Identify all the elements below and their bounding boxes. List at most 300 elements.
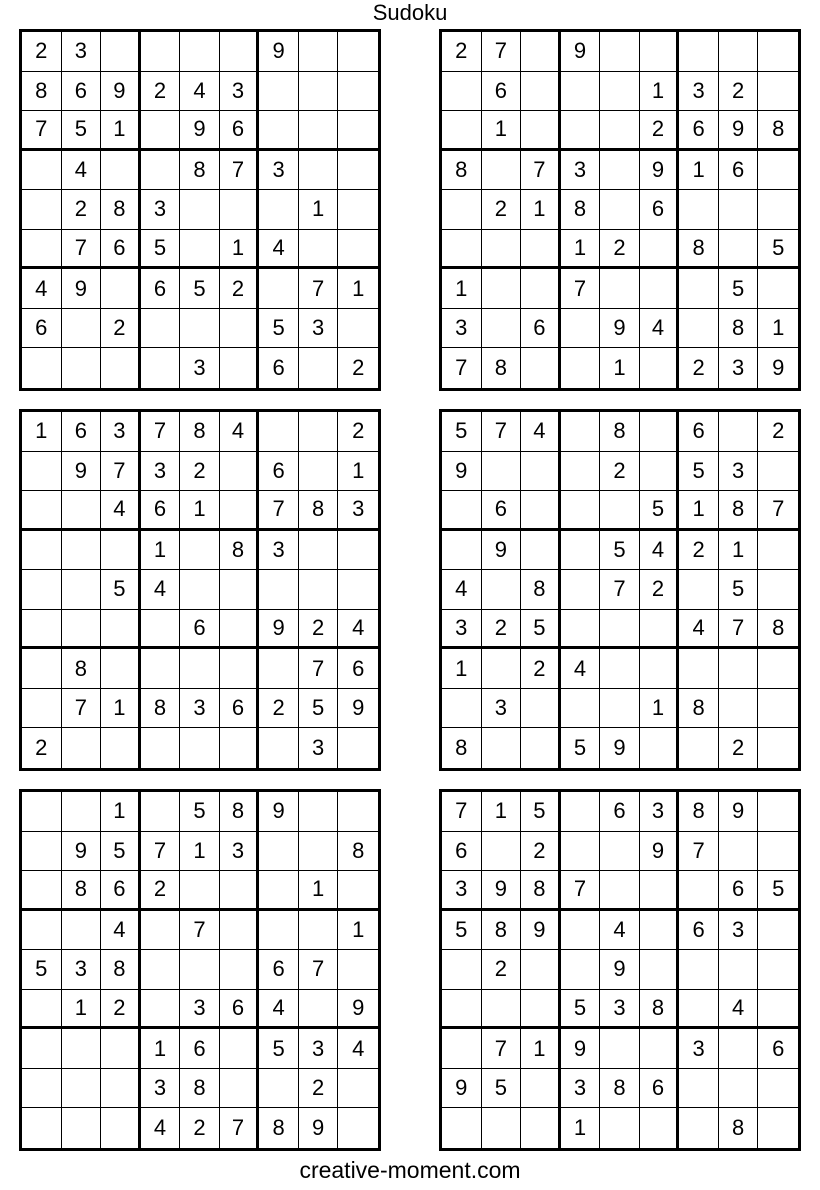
sudoku-cell[interactable]: 3 [62, 32, 102, 72]
sudoku-cell[interactable] [141, 728, 181, 768]
sudoku-cell[interactable] [758, 689, 798, 729]
sudoku-cell[interactable]: 9 [482, 871, 522, 911]
sudoku-cell[interactable] [561, 491, 601, 531]
sudoku-cell[interactable]: 6 [719, 871, 759, 911]
sudoku-cell[interactable]: 1 [561, 230, 601, 270]
sudoku-cell[interactable]: 3 [101, 412, 141, 452]
sudoku-cell[interactable]: 7 [62, 230, 102, 270]
sudoku-cell[interactable]: 1 [521, 190, 561, 230]
sudoku-cell[interactable] [640, 269, 680, 309]
sudoku-cell[interactable] [561, 452, 601, 492]
sudoku-cell[interactable]: 5 [561, 990, 601, 1030]
sudoku-cell[interactable]: 8 [521, 871, 561, 911]
sudoku-cell[interactable]: 3 [220, 832, 260, 872]
sudoku-cell[interactable]: 7 [482, 412, 522, 452]
sudoku-cell[interactable]: 5 [600, 531, 640, 571]
sudoku-cell[interactable]: 6 [101, 230, 141, 270]
sudoku-cell[interactable]: 1 [62, 990, 102, 1030]
sudoku-cell[interactable] [719, 649, 759, 689]
sudoku-cell[interactable] [561, 412, 601, 452]
sudoku-cell[interactable] [758, 1069, 798, 1109]
sudoku-cell[interactable]: 1 [141, 1029, 181, 1069]
sudoku-cell[interactable]: 1 [101, 792, 141, 832]
sudoku-cell[interactable] [220, 1069, 260, 1109]
sudoku-cell[interactable] [22, 348, 62, 388]
sudoku-cell[interactable] [600, 269, 640, 309]
sudoku-cell[interactable]: 9 [259, 792, 299, 832]
sudoku-cell[interactable]: 5 [259, 1029, 299, 1069]
sudoku-cell[interactable] [442, 531, 482, 571]
sudoku-cell[interactable]: 6 [259, 452, 299, 492]
sudoku-cell[interactable]: 9 [442, 452, 482, 492]
sudoku-cell[interactable] [338, 230, 378, 270]
sudoku-cell[interactable]: 7 [561, 269, 601, 309]
sudoku-cell[interactable] [600, 32, 640, 72]
sudoku-cell[interactable]: 3 [719, 348, 759, 388]
sudoku-cell[interactable] [220, 1029, 260, 1069]
sudoku-cell[interactable]: 2 [141, 72, 181, 112]
sudoku-cell[interactable]: 5 [101, 570, 141, 610]
sudoku-cell[interactable] [600, 1108, 640, 1148]
sudoku-cell[interactable]: 2 [640, 570, 680, 610]
sudoku-cell[interactable] [679, 1069, 719, 1109]
sudoku-cell[interactable] [482, 309, 522, 349]
sudoku-cell[interactable]: 6 [679, 911, 719, 951]
sudoku-cell[interactable] [141, 32, 181, 72]
sudoku-cell[interactable]: 3 [679, 1029, 719, 1069]
sudoku-cell[interactable]: 2 [482, 610, 522, 650]
sudoku-cell[interactable] [679, 570, 719, 610]
sudoku-cell[interactable] [640, 230, 680, 270]
sudoku-cell[interactable]: 4 [640, 531, 680, 571]
sudoku-cell[interactable] [338, 1108, 378, 1148]
sudoku-cell[interactable]: 3 [220, 72, 260, 112]
sudoku-cell[interactable]: 2 [758, 412, 798, 452]
sudoku-cell[interactable]: 5 [719, 269, 759, 309]
sudoku-cell[interactable]: 9 [600, 309, 640, 349]
sudoku-cell[interactable]: 3 [259, 531, 299, 571]
sudoku-cell[interactable]: 9 [338, 990, 378, 1030]
sudoku-cell[interactable] [101, 1029, 141, 1069]
sudoku-cell[interactable]: 5 [640, 491, 680, 531]
sudoku-cell[interactable]: 1 [719, 531, 759, 571]
sudoku-cell[interactable] [22, 230, 62, 270]
sudoku-cell[interactable]: 1 [299, 871, 339, 911]
sudoku-cell[interactable] [600, 111, 640, 151]
sudoku-cell[interactable] [22, 610, 62, 650]
sudoku-cell[interactable] [521, 491, 561, 531]
sudoku-cell[interactable]: 1 [758, 309, 798, 349]
sudoku-cell[interactable]: 9 [442, 1069, 482, 1109]
sudoku-cell[interactable]: 8 [62, 649, 102, 689]
sudoku-cell[interactable]: 1 [640, 689, 680, 729]
sudoku-cell[interactable]: 6 [482, 491, 522, 531]
sudoku-cell[interactable]: 1 [101, 689, 141, 729]
sudoku-cell[interactable] [299, 990, 339, 1030]
sudoku-cell[interactable]: 8 [180, 412, 220, 452]
sudoku-cell[interactable] [22, 1069, 62, 1109]
sudoku-cell[interactable] [521, 72, 561, 112]
sudoku-cell[interactable]: 4 [600, 911, 640, 951]
sudoku-cell[interactable] [299, 151, 339, 191]
sudoku-cell[interactable] [758, 32, 798, 72]
sudoku-cell[interactable] [22, 491, 62, 531]
sudoku-cell[interactable]: 1 [141, 531, 181, 571]
sudoku-cell[interactable]: 8 [442, 728, 482, 768]
sudoku-cell[interactable]: 3 [299, 728, 339, 768]
sudoku-cell[interactable] [442, 1029, 482, 1069]
sudoku-cell[interactable]: 7 [600, 570, 640, 610]
sudoku-cell[interactable] [758, 269, 798, 309]
sudoku-cell[interactable]: 9 [600, 950, 640, 990]
sudoku-cell[interactable]: 6 [220, 111, 260, 151]
sudoku-cell[interactable] [521, 230, 561, 270]
sudoku-cell[interactable]: 6 [442, 832, 482, 872]
sudoku-cell[interactable] [220, 950, 260, 990]
sudoku-cell[interactable]: 7 [299, 950, 339, 990]
sudoku-cell[interactable] [141, 911, 181, 951]
sudoku-cell[interactable] [22, 990, 62, 1030]
sudoku-cell[interactable] [521, 531, 561, 571]
sudoku-cell[interactable] [338, 72, 378, 112]
sudoku-cell[interactable] [180, 728, 220, 768]
sudoku-cell[interactable]: 5 [22, 950, 62, 990]
sudoku-cell[interactable]: 1 [180, 491, 220, 531]
sudoku-cell[interactable]: 2 [521, 649, 561, 689]
sudoku-cell[interactable] [600, 72, 640, 112]
sudoku-cell[interactable]: 4 [561, 649, 601, 689]
sudoku-cell[interactable] [22, 1029, 62, 1069]
sudoku-cell[interactable]: 3 [141, 1069, 181, 1109]
sudoku-cell[interactable] [521, 452, 561, 492]
sudoku-cell[interactable] [22, 1108, 62, 1148]
sudoku-cell[interactable] [220, 452, 260, 492]
sudoku-cell[interactable]: 4 [180, 72, 220, 112]
sudoku-cell[interactable] [62, 911, 102, 951]
sudoku-cell[interactable] [561, 792, 601, 832]
sudoku-cell[interactable] [338, 871, 378, 911]
sudoku-cell[interactable] [600, 610, 640, 650]
sudoku-cell[interactable] [758, 832, 798, 872]
sudoku-cell[interactable] [62, 531, 102, 571]
sudoku-cell[interactable] [640, 950, 680, 990]
sudoku-cell[interactable] [259, 412, 299, 452]
sudoku-cell[interactable] [758, 792, 798, 832]
sudoku-cell[interactable] [180, 32, 220, 72]
sudoku-cell[interactable] [561, 689, 601, 729]
sudoku-cell[interactable]: 2 [259, 689, 299, 729]
sudoku-cell[interactable] [719, 1069, 759, 1109]
sudoku-cell[interactable]: 2 [719, 728, 759, 768]
sudoku-cell[interactable] [521, 728, 561, 768]
sudoku-cell[interactable] [482, 269, 522, 309]
sudoku-cell[interactable] [101, 728, 141, 768]
sudoku-cell[interactable] [62, 728, 102, 768]
sudoku-cell[interactable]: 3 [719, 911, 759, 951]
sudoku-cell[interactable]: 7 [220, 151, 260, 191]
sudoku-cell[interactable]: 6 [141, 269, 181, 309]
sudoku-cell[interactable] [259, 111, 299, 151]
sudoku-cell[interactable]: 4 [62, 151, 102, 191]
sudoku-cell[interactable] [600, 151, 640, 191]
sudoku-cell[interactable] [679, 269, 719, 309]
sudoku-cell[interactable] [259, 1069, 299, 1109]
sudoku-cell[interactable] [521, 689, 561, 729]
sudoku-cell[interactable] [220, 491, 260, 531]
sudoku-cell[interactable] [442, 230, 482, 270]
sudoku-cell[interactable] [521, 950, 561, 990]
sudoku-cell[interactable]: 5 [299, 689, 339, 729]
sudoku-cell[interactable] [338, 1069, 378, 1109]
sudoku-cell[interactable] [180, 309, 220, 349]
sudoku-cell[interactable]: 2 [62, 190, 102, 230]
sudoku-cell[interactable] [62, 1069, 102, 1109]
sudoku-cell[interactable] [101, 531, 141, 571]
sudoku-cell[interactable]: 8 [180, 151, 220, 191]
sudoku-cell[interactable] [442, 72, 482, 112]
sudoku-cell[interactable] [338, 190, 378, 230]
sudoku-cell[interactable]: 4 [141, 570, 181, 610]
sudoku-cell[interactable] [561, 911, 601, 951]
sudoku-cell[interactable]: 6 [101, 871, 141, 911]
sudoku-cell[interactable]: 8 [719, 309, 759, 349]
sudoku-cell[interactable]: 6 [259, 950, 299, 990]
sudoku-cell[interactable]: 4 [220, 412, 260, 452]
sudoku-cell[interactable] [758, 728, 798, 768]
sudoku-cell[interactable] [640, 1108, 680, 1148]
sudoku-cell[interactable] [679, 190, 719, 230]
sudoku-cell[interactable] [561, 309, 601, 349]
sudoku-cell[interactable] [299, 832, 339, 872]
sudoku-cell[interactable]: 9 [259, 610, 299, 650]
sudoku-cell[interactable] [640, 728, 680, 768]
sudoku-cell[interactable]: 3 [600, 990, 640, 1030]
sudoku-cell[interactable] [561, 72, 601, 112]
sudoku-cell[interactable] [101, 610, 141, 650]
sudoku-cell[interactable] [561, 531, 601, 571]
sudoku-cell[interactable]: 1 [338, 911, 378, 951]
sudoku-cell[interactable]: 2 [101, 990, 141, 1030]
sudoku-cell[interactable]: 1 [561, 1108, 601, 1148]
sudoku-cell[interactable] [640, 412, 680, 452]
sudoku-cell[interactable]: 7 [561, 871, 601, 911]
sudoku-cell[interactable] [141, 348, 181, 388]
sudoku-cell[interactable] [299, 32, 339, 72]
sudoku-cell[interactable]: 1 [679, 151, 719, 191]
sudoku-cell[interactable] [180, 871, 220, 911]
sudoku-cell[interactable]: 9 [521, 911, 561, 951]
sudoku-cell[interactable] [758, 911, 798, 951]
sudoku-cell[interactable]: 7 [62, 689, 102, 729]
sudoku-cell[interactable] [561, 610, 601, 650]
sudoku-cell[interactable] [600, 649, 640, 689]
sudoku-cell[interactable]: 9 [62, 832, 102, 872]
sudoku-cell[interactable] [180, 230, 220, 270]
sudoku-cell[interactable] [600, 1029, 640, 1069]
sudoku-cell[interactable]: 6 [180, 1029, 220, 1069]
sudoku-cell[interactable]: 8 [758, 111, 798, 151]
sudoku-cell[interactable]: 1 [482, 792, 522, 832]
sudoku-cell[interactable]: 7 [679, 832, 719, 872]
sudoku-cell[interactable] [521, 111, 561, 151]
sudoku-cell[interactable]: 4 [442, 570, 482, 610]
sudoku-cell[interactable] [758, 990, 798, 1030]
sudoku-cell[interactable]: 9 [772, 355, 785, 381]
sudoku-cell[interactable] [679, 950, 719, 990]
sudoku-cell[interactable] [62, 309, 102, 349]
sudoku-cell[interactable] [141, 792, 181, 832]
sudoku-cell[interactable] [442, 689, 482, 729]
sudoku-cell[interactable] [482, 570, 522, 610]
sudoku-cell[interactable]: 7 [521, 151, 561, 191]
sudoku-cell[interactable]: 6 [719, 151, 759, 191]
sudoku-cell[interactable]: 8 [220, 792, 260, 832]
sudoku-cell[interactable]: 6 [482, 72, 522, 112]
sudoku-cell[interactable]: 8 [719, 491, 759, 531]
sudoku-cell[interactable] [600, 491, 640, 531]
sudoku-cell[interactable] [299, 911, 339, 951]
sudoku-cell[interactable]: 8 [180, 1069, 220, 1109]
sudoku-cell[interactable] [259, 911, 299, 951]
sudoku-cell[interactable] [679, 32, 719, 72]
sudoku-cell[interactable] [640, 871, 680, 911]
sudoku-cell[interactable]: 8 [442, 151, 482, 191]
sudoku-cell[interactable]: 2 [482, 190, 522, 230]
sudoku-cell[interactable]: 6 [521, 309, 561, 349]
sudoku-cell[interactable]: 4 [101, 911, 141, 951]
sudoku-cell[interactable] [62, 491, 102, 531]
sudoku-cell[interactable]: 5 [758, 871, 798, 911]
sudoku-cell[interactable]: 2 [679, 531, 719, 571]
sudoku-cell[interactable] [101, 32, 141, 72]
sudoku-cell[interactable]: 3 [561, 151, 601, 191]
sudoku-cell[interactable]: 5 [719, 570, 759, 610]
sudoku-cell[interactable] [180, 570, 220, 610]
sudoku-cell[interactable]: 8 [679, 792, 719, 832]
sudoku-cell[interactable]: 8 [600, 1069, 640, 1109]
sudoku-cell[interactable]: 7 [442, 348, 482, 388]
sudoku-cell[interactable]: 5 [679, 452, 719, 492]
sudoku-cell[interactable]: 4 [259, 990, 299, 1030]
sudoku-cell[interactable] [141, 649, 181, 689]
sudoku-cell[interactable] [141, 111, 181, 151]
sudoku-cell[interactable] [600, 871, 640, 911]
sudoku-cell[interactable]: 3 [442, 871, 482, 911]
sudoku-cell[interactable]: 5 [561, 728, 601, 768]
sudoku-cell[interactable]: 3 [62, 950, 102, 990]
sudoku-cell[interactable]: 4 [22, 269, 62, 309]
sudoku-cell[interactable]: 7 [141, 832, 181, 872]
sudoku-cell[interactable]: 1 [22, 412, 62, 452]
sudoku-cell[interactable] [299, 72, 339, 112]
sudoku-cell[interactable]: 3 [442, 610, 482, 650]
sudoku-cell[interactable]: 2 [442, 32, 482, 72]
sudoku-cell[interactable] [220, 649, 260, 689]
sudoku-cell[interactable] [259, 269, 299, 309]
sudoku-cell[interactable] [101, 1069, 141, 1109]
sudoku-cell[interactable]: 8 [561, 190, 601, 230]
sudoku-cell[interactable]: 7 [482, 32, 522, 72]
sudoku-cell[interactable]: 4 [719, 990, 759, 1030]
sudoku-cell[interactable] [259, 832, 299, 872]
sudoku-cell[interactable]: 5 [62, 111, 102, 151]
sudoku-cell[interactable]: 9 [561, 32, 601, 72]
sudoku-cell[interactable] [679, 728, 719, 768]
sudoku-cell[interactable] [758, 649, 798, 689]
sudoku-cell[interactable]: 2 [521, 832, 561, 872]
sudoku-cell[interactable]: 2 [600, 452, 640, 492]
sudoku-cell[interactable] [640, 32, 680, 72]
sudoku-cell[interactable]: 5 [180, 792, 220, 832]
sudoku-cell[interactable] [679, 871, 719, 911]
sudoku-cell[interactable] [101, 269, 141, 309]
sudoku-cell[interactable]: 5 [259, 309, 299, 349]
sudoku-cell[interactable] [482, 990, 522, 1030]
sudoku-cell[interactable] [338, 570, 378, 610]
sudoku-cell[interactable]: 5 [758, 230, 798, 270]
sudoku-cell[interactable] [561, 950, 601, 990]
sudoku-cell[interactable]: 6 [62, 412, 102, 452]
sudoku-cell[interactable] [758, 1108, 798, 1148]
sudoku-cell[interactable]: 6 [640, 1069, 680, 1109]
sudoku-cell[interactable] [22, 151, 62, 191]
sudoku-cell[interactable]: 4 [338, 610, 378, 650]
sudoku-cell[interactable] [338, 531, 378, 571]
sudoku-cell[interactable]: 9 [338, 689, 378, 729]
sudoku-cell[interactable] [22, 911, 62, 951]
sudoku-cell[interactable]: 9 [259, 32, 299, 72]
sudoku-cell[interactable] [719, 230, 759, 270]
sudoku-cell[interactable]: 2 [22, 728, 62, 768]
sudoku-cell[interactable]: 1 [521, 1029, 561, 1069]
sudoku-cell[interactable]: 9 [299, 1108, 339, 1148]
sudoku-cell[interactable] [338, 792, 378, 832]
sudoku-cell[interactable] [101, 348, 141, 388]
sudoku-cell[interactable]: 7 [719, 610, 759, 650]
sudoku-cell[interactable] [22, 452, 62, 492]
sudoku-cell[interactable] [299, 570, 339, 610]
sudoku-cell[interactable] [758, 190, 798, 230]
sudoku-cell[interactable] [640, 452, 680, 492]
sudoku-cell[interactable]: 8 [640, 990, 680, 1030]
sudoku-cell[interactable]: 2 [352, 355, 365, 381]
sudoku-cell[interactable] [299, 531, 339, 571]
sudoku-cell[interactable]: 7 [22, 111, 62, 151]
sudoku-cell[interactable] [442, 491, 482, 531]
sudoku-cell[interactable] [482, 649, 522, 689]
sudoku-cell[interactable] [640, 911, 680, 951]
sudoku-cell[interactable] [62, 1108, 102, 1148]
sudoku-cell[interactable] [101, 151, 141, 191]
sudoku-cell[interactable]: 8 [101, 950, 141, 990]
sudoku-cell[interactable]: 7 [141, 412, 181, 452]
sudoku-cell[interactable]: 7 [758, 491, 798, 531]
sudoku-cell[interactable]: 6 [220, 990, 260, 1030]
sudoku-cell[interactable]: 4 [521, 412, 561, 452]
sudoku-cell[interactable]: 2 [640, 111, 680, 151]
sudoku-cell[interactable] [62, 1029, 102, 1069]
sudoku-cell[interactable] [338, 151, 378, 191]
sudoku-cell[interactable]: 3 [338, 491, 378, 531]
sudoku-cell[interactable]: 6 [62, 72, 102, 112]
sudoku-cell[interactable]: 7 [299, 649, 339, 689]
sudoku-cell[interactable]: 8 [679, 689, 719, 729]
sudoku-cell[interactable] [180, 950, 220, 990]
sudoku-cell[interactable] [521, 269, 561, 309]
sudoku-cell[interactable]: 6 [758, 1029, 798, 1069]
sudoku-cell[interactable] [299, 412, 339, 452]
sudoku-cell[interactable] [442, 990, 482, 1030]
